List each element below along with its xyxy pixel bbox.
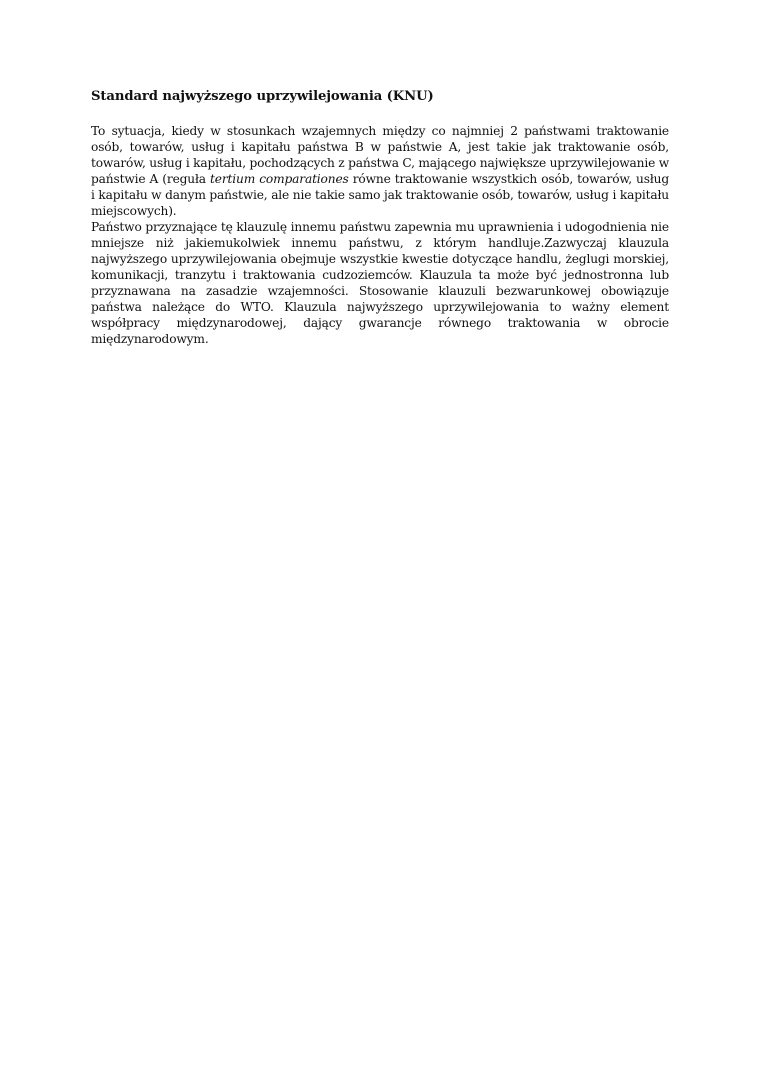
paragraph-definition-text-end: równe traktowanie wszystkich osób, towarów, usług i kapitału w danym państwie, ale nie takie samo jak traktowanie osób, towarów, usług i kapitału miejscowych). (91, 172, 670, 218)
latin-term: tertium comparationes (210, 172, 349, 186)
document-title: Standard najwyższego uprzywilejowania (KNU) (91, 89, 434, 104)
paragraph-definition-text-start: To sytuacja, kiedy w stosunkach wzajemnych między co najmniej 2 państwami traktowanie osób, towarów, usług i kapitału państwa B w państwie A, jest takie jak traktowanie osób, towarów, usług i kapitału, pochodzących z państwa C, mającego największe uprzywilejowanie w państwie A (reguła (91, 124, 669, 186)
paragraph-definition (91, 123, 669, 219)
paragraph-clause: Państwo przyznające tę klauzulę innemu państwu zapewnia mu uprawnienia i udogodnienia nie mniejsze niż jakiemukolwiek innemu państwu, z którym handluje.Zazwyczaj klauzula najwyższego uprzywilejowania obejmuje wszystkie kwestie dotyczące handlu, żeglugi morskiej, komunikacji, tranzytu i traktowania cudzoziemców. Klauzula ta może być jednostronna lub przyznawana na zasadzie wzajemności. Stosowanie klauzuli bezwarunkowej obowiązuje państwa należące do WTO. Klauzula najwyższego uprzywilejowania to ważny element współpracy międzynarodowej, dający gwarancje równego traktowania w obrocie międzynarodowym. (91, 220, 669, 346)
document-body (91, 89, 669, 347)
